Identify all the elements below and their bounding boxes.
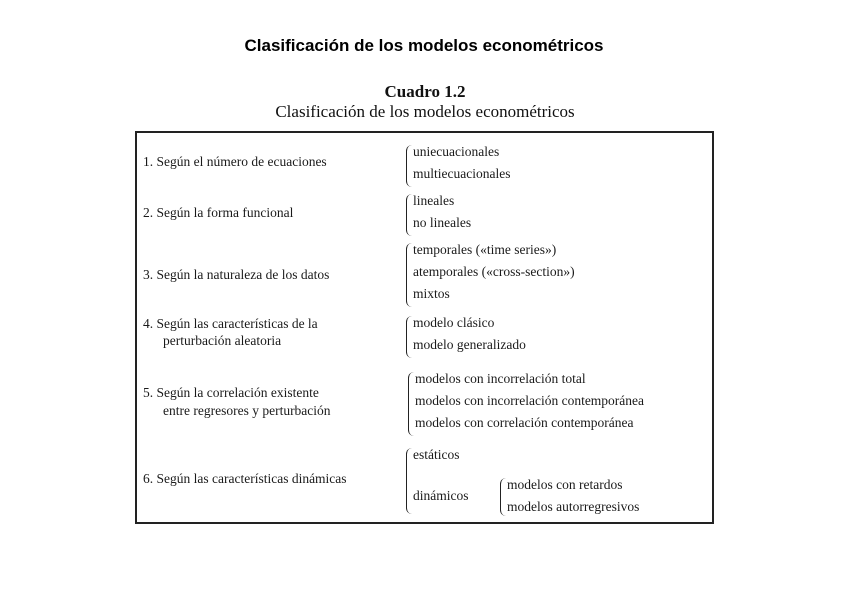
row-label: 2. Según la forma funcional [143,205,294,220]
option-item: modelos con correlación contemporánea [415,415,634,430]
row-label: 6. Según las características dinámicas [143,471,347,486]
brace-icon [406,145,413,187]
brace-icon [406,316,413,358]
option-item: multiecuacionales [413,166,511,181]
option-item: uniecuacionales [413,144,500,159]
sub-option-item: modelos autorregresivos [507,499,640,514]
cuadro-number: Cuadro 1.2 [384,82,466,101]
brace-icon [406,194,413,236]
option-item: dinámicos [413,488,469,503]
option-item: temporales («time series») [413,242,557,257]
row-label-continued: entre regresores y perturbación [163,403,331,418]
slide-title: Clasificación de los modelos econométricos [244,36,604,55]
row-label-continued: perturbación aleatoria [163,333,282,348]
brace-icon [406,243,413,307]
option-item: lineales [413,193,455,208]
option-item: modelo clásico [413,315,495,330]
brace-icon [406,448,413,514]
row-label: 4. Según las características de la [143,316,318,331]
row-label: 5. Según la correlación existente [143,385,319,400]
option-item: estáticos [413,447,460,462]
option-item: modelo generalizado [413,337,526,352]
option-item: modelos con incorrelación contemporánea [415,393,645,408]
row-label: 1. Según el número de ecuaciones [143,154,327,169]
option-item: atemporales («cross-section») [413,264,575,279]
row-label: 3. Según la naturaleza de los datos [143,267,330,282]
brace-icon [500,478,507,516]
option-item: modelos con incorrelación total [415,371,586,386]
sub-option-item: modelos con retardos [507,477,623,492]
cuadro-subtitle: Clasificación de los modelos econométricos [275,102,575,121]
option-item: no lineales [413,215,472,230]
classification-table [135,131,714,524]
brace-icon [408,372,415,436]
option-item: mixtos [413,286,450,301]
